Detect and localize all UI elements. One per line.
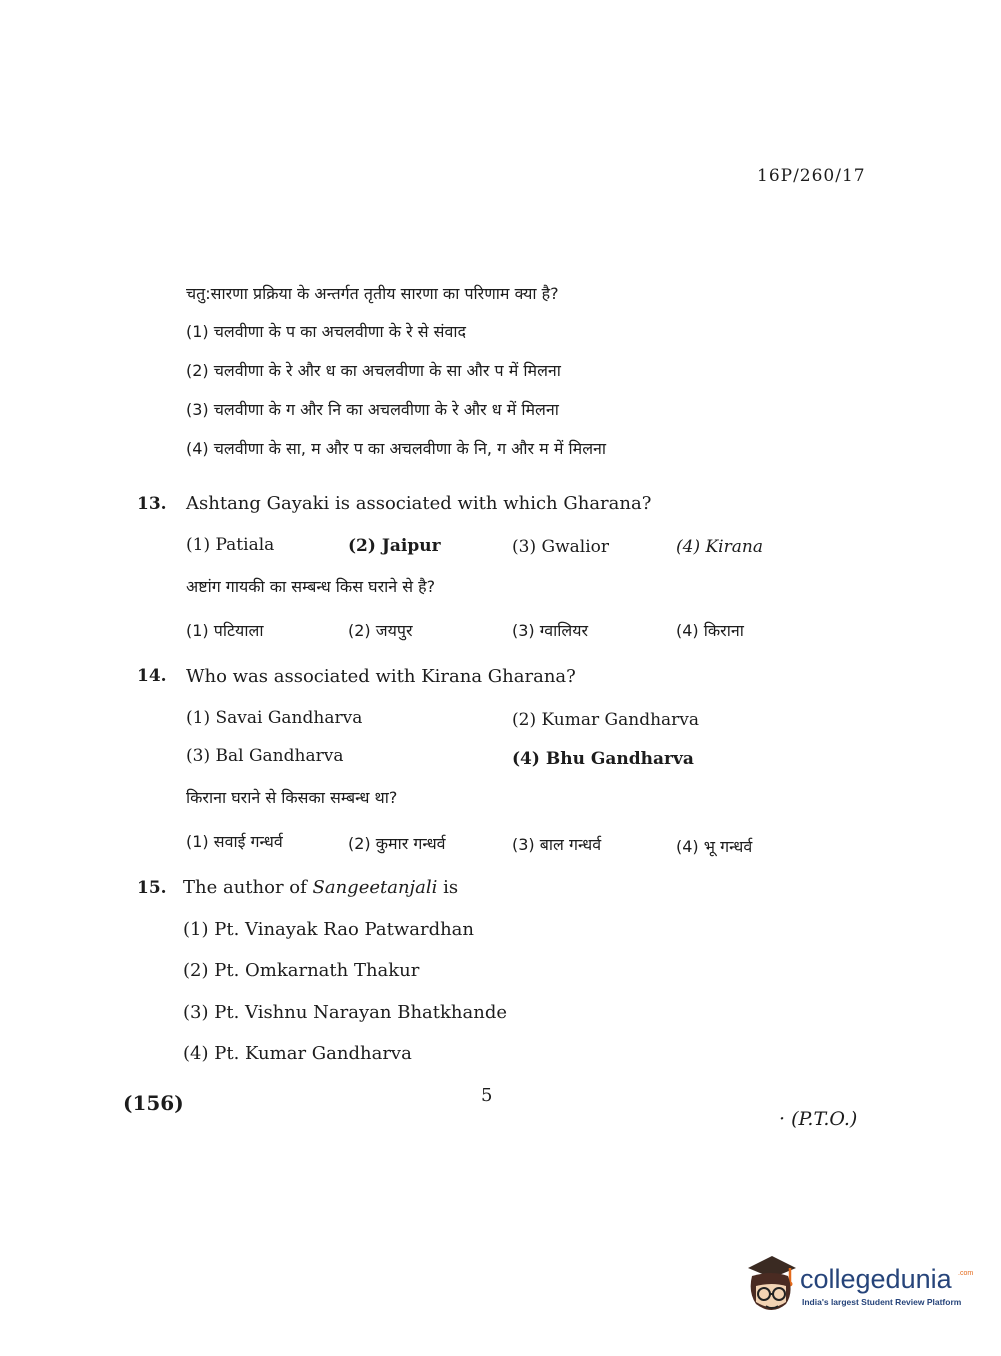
q13-option-hindi-2: (2) जयपुर [348, 621, 413, 640]
q15-option-1: (1) Pt. Vinayak Rao Patwardhan [183, 919, 475, 940]
q13-question: Ashtang Gayaki is associated with which Gharana? [186, 493, 652, 514]
logo-domain-text: .com [958, 1270, 974, 1277]
pto-note: · (P.T.O.) [779, 1108, 858, 1130]
marks-code: (156) [123, 1091, 184, 1115]
paper-code: 16P/260/17 [757, 166, 866, 186]
q15-book-title: Sangeetanjali [312, 877, 438, 898]
logo-tagline: India's largest Student Review Platform [802, 1297, 962, 1307]
q14-option-1: (1) Savai Gandharva [186, 708, 363, 728]
q12-option-3: (3) चलवीणा के ग और नि का अचलवीणा के रे और ध में मिलना [186, 400, 559, 419]
q15-number: 15. [137, 878, 167, 898]
q13-option-hindi-4: (4) किराना [676, 621, 744, 640]
logo-brand-text: collegedunia [800, 1264, 952, 1294]
q14-question: Who was associated with Kirana Gharana? [186, 666, 576, 687]
collegedunia-logo [742, 1252, 977, 1327]
q14-option-2: (2) Kumar Gandharva [512, 710, 700, 730]
q15-question-prefix: The author of [183, 877, 313, 898]
q12-option-4: (4) चलवीणा के सा, म और प का अचलवीणा के नि, ग और म में मिलना [186, 439, 607, 458]
q13-option-1: (1) Patiala [186, 535, 275, 555]
q12-question-hindi: चतु:सारणा प्रक्रिया के अन्तर्गत तृतीय सारणा का परिणाम क्या है? [186, 284, 559, 303]
q14-number: 14. [137, 666, 167, 686]
page-number: 5 [481, 1085, 493, 1106]
q14-option-4: (4) Bhu Gandharva [512, 749, 694, 769]
q12-option-1: (1) चलवीणा के प का अचलवीणा के रे से संवाद [186, 322, 466, 341]
q13-number: 13. [137, 494, 167, 514]
q15-option-4: (4) Pt. Kumar Gandharva [183, 1043, 412, 1064]
q14-option-3: (3) Bal Gandharva [186, 746, 344, 766]
q13-question-hindi: अष्टांग गायकी का सम्बन्ध किस घराने से है? [186, 577, 436, 596]
q14-question-hindi: किराना घराने से किसका सम्बन्ध था? [186, 788, 398, 807]
q13-option-4: (4) Kirana [676, 537, 763, 557]
q12-option-2: (2) चलवीणा के रे और ध का अचलवीणा के सा और प में मिलना [186, 361, 561, 380]
q15-question-suffix: is [437, 877, 459, 898]
q13-option-hindi-1: (1) पटियाला [186, 621, 264, 640]
q15-question [183, 877, 458, 898]
q13-option-hindi-3: (3) ग्वालियर [512, 621, 589, 640]
q14-option-hindi-1: (1) सवाई गन्धर्व [186, 832, 283, 851]
q13-option-3: (3) Gwalior [512, 537, 609, 557]
mascot-icon [742, 1252, 800, 1327]
q15-option-2: (2) Pt. Omkarnath Thakur [183, 960, 420, 981]
q14-option-hindi-4: (4) भू गन्धर्व [676, 837, 753, 856]
q14-option-hindi-3: (3) बाल गन्धर्व [512, 835, 602, 854]
q15-option-3: (3) Pt. Vishnu Narayan Bhatkhande [183, 1002, 507, 1023]
q14-option-hindi-2: (2) कुमार गन्धर्व [348, 834, 446, 853]
q13-option-2: (2) Jaipur [348, 536, 441, 556]
